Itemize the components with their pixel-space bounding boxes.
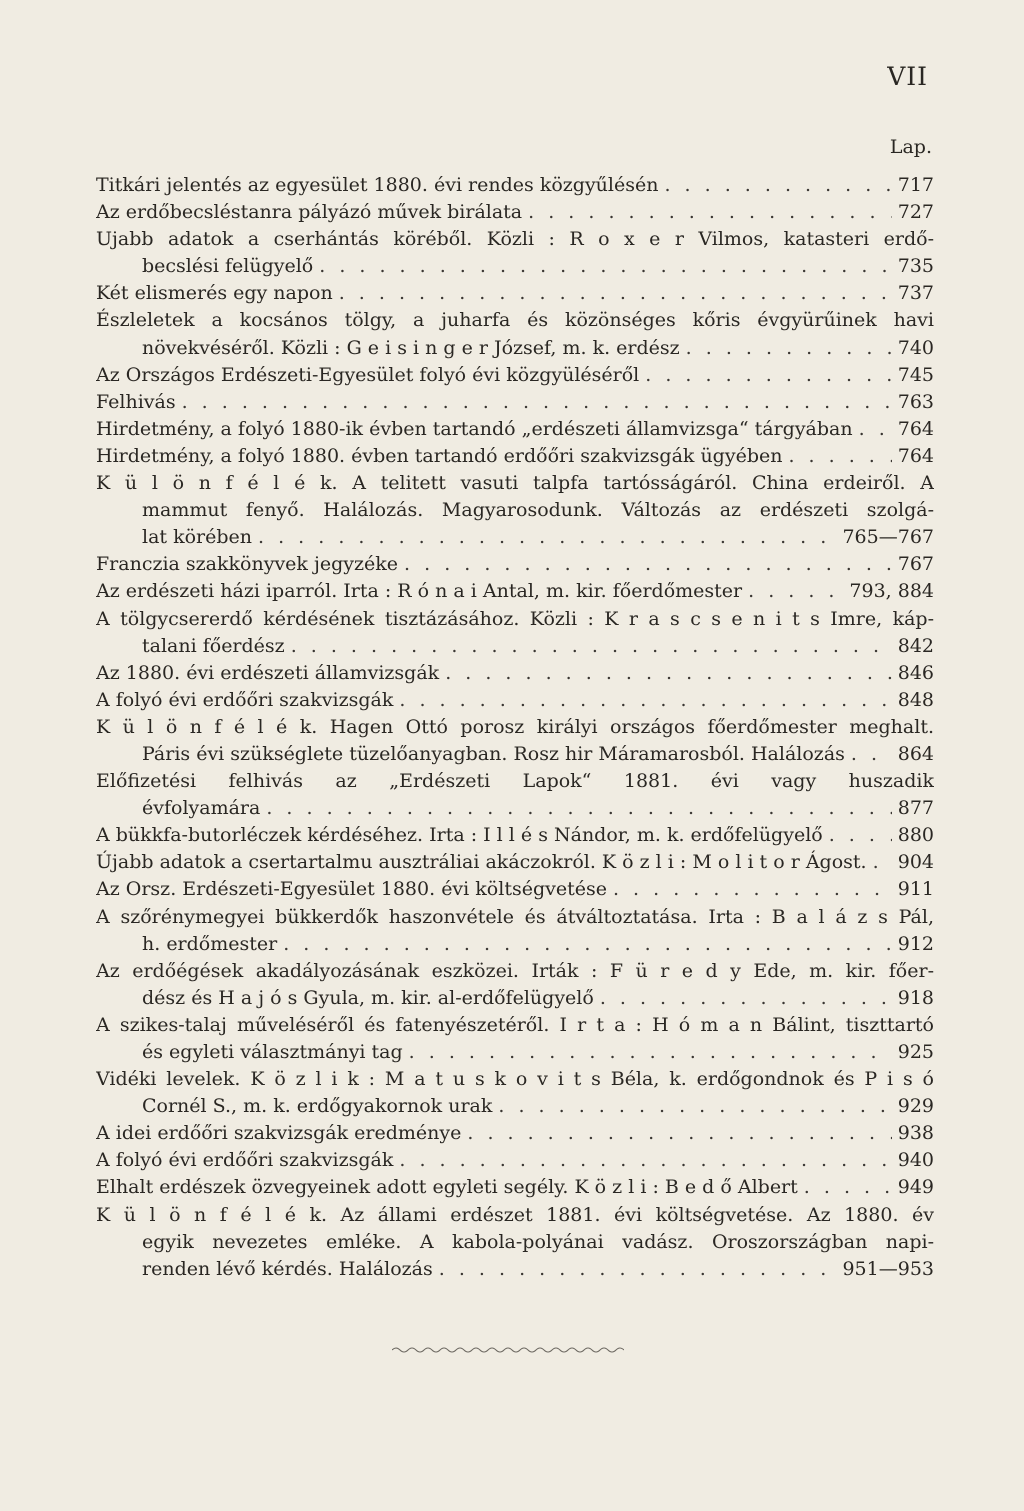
toc-entry (96, 876, 934, 903)
toc-entry-line (96, 199, 934, 226)
toc-entry (96, 768, 934, 822)
dot-leader (266, 795, 891, 822)
toc-entry-page: 938 (897, 1122, 934, 1145)
toc-entry (96, 714, 934, 768)
toc-entry-page: 918 (897, 986, 934, 1009)
toc-entry-line (96, 1147, 934, 1174)
toc-entry-page: 735 (897, 255, 934, 278)
toc-entry-line (96, 606, 934, 633)
table-of-contents (96, 172, 934, 1283)
toc-entry-title: lat körében (142, 526, 253, 549)
dot-leader (182, 389, 892, 416)
toc-entry-page: 745 (897, 363, 934, 386)
toc-entry-title: K ü l ö n f é l é k. Hagen Ottó porosz királyi országos főerdőmester meghalt. (96, 715, 934, 738)
toc-entry (96, 389, 934, 416)
dot-leader (319, 253, 892, 280)
toc-entry-page: 765—767 (842, 526, 934, 549)
toc-entry-title: h. erdőmester (142, 932, 278, 955)
toc-entry-line (96, 335, 934, 362)
toc-entry-page: 763 (897, 390, 934, 413)
toc-entry-title: renden lévő kérdés. Halálozás (142, 1257, 433, 1280)
dot-leader (498, 1093, 891, 1120)
toc-entry-page: 904 (897, 851, 934, 874)
toc-entry-title: Az Országos Erdészeti-Egyesület folyó évi közgyüléséről (96, 363, 640, 386)
toc-entry-page: 848 (897, 688, 934, 711)
toc-entry-line (96, 1256, 934, 1283)
toc-entry-page: 767 (897, 553, 934, 576)
toc-entry (96, 416, 934, 443)
toc-entry-line (96, 307, 934, 334)
toc-entry-line (96, 633, 934, 660)
toc-entry-title: Az erdészeti házi iparról. Irta : R ó n a i Antal, m. kir. főerdőmester (96, 580, 743, 603)
toc-entry-title: Az Orsz. Erdészeti-Egyesület 1880. évi költségvetése (96, 878, 607, 901)
toc-entry-title: A tölgycsererdő kérdésének tisztázásához. Közli : K r a s c s e n i t s Imre, káp- (96, 607, 934, 630)
toc-entry (96, 849, 934, 876)
toc-entry-line (96, 1174, 934, 1201)
dot-leader (339, 280, 892, 307)
toc-entry-title: Vidéki levelek. K ö z l i k : M a t u s k o v i t s Béla, k. erdőgondnok és P i s ó (96, 1068, 934, 1091)
toc-entry-page: 727 (897, 201, 934, 224)
dot-leader (409, 1039, 892, 1066)
dot-leader (804, 1174, 892, 1201)
toc-entry-title: Franczia szakkönyvek jegyzéke (96, 553, 399, 576)
toc-entry-title: Ujabb adatok a cserhántás köréből. Közli : R o x e r Vilmos, katasteri erdő- (96, 228, 934, 251)
toc-entry-title: növekvéséről. Közli : G e i s i n g e r József, m. k. erdész (142, 336, 680, 359)
toc-entry-page: 877 (897, 797, 934, 820)
dot-leader (445, 660, 892, 687)
dot-leader (528, 199, 892, 226)
toc-entry-title: A szikes-talaj műveléséről és fatenyészetéről. I r t a : H ó m a n Bálint, tiszttartó (96, 1013, 934, 1036)
toc-entry (96, 822, 934, 849)
toc-entry (96, 226, 934, 280)
toc-entry-page: 793, 884 (849, 580, 934, 603)
toc-entry-title: K ü l ö n f é l é k. Az állami erdészet 1881. évi költségvetése. Az 1880. év (96, 1203, 934, 1226)
toc-entry-line (96, 389, 934, 416)
toc-entry (96, 443, 934, 470)
toc-entry-title: Az 1880. évi erdészeti államvizsgák (96, 661, 440, 684)
toc-entry-title: Észleletek a kocsános tölgy, a juharfa és közönséges kőris évgyürűinek havi (96, 309, 934, 332)
toc-entry-page: 846 (897, 661, 934, 684)
toc-entry-title: évfolyamára (142, 797, 261, 820)
dot-leader (439, 1256, 837, 1283)
dot-leader (873, 849, 892, 876)
toc-entry (96, 199, 934, 226)
toc-entry (96, 1147, 934, 1174)
dot-leader (748, 578, 843, 605)
toc-entry-page: 949 (897, 1176, 934, 1199)
toc-entry-line (96, 362, 934, 389)
toc-entry-title: Felhivás (96, 390, 176, 413)
toc-entry (96, 307, 934, 361)
toc-entry-title: Hirdetmény, a folyó 1880. évben tartandó erdőőri szakvizsgák ügyében (96, 444, 783, 467)
toc-entry-title: Hirdetmény, a folyó 1880-ik évben tartandó „erdészeti államvizsga“ tárgyában (96, 417, 853, 440)
toc-entry (96, 1066, 934, 1120)
toc-entry-line (96, 470, 934, 497)
toc-entry-line (96, 1039, 934, 1066)
dot-leader (404, 551, 892, 578)
toc-entry-line (96, 416, 934, 443)
toc-entry (96, 660, 934, 687)
toc-entry-page: 940 (897, 1149, 934, 1172)
dot-leader (851, 741, 892, 768)
toc-entry-page: 764 (897, 444, 934, 467)
toc-entry-title: Cornél S., m. k. erdőgyakornok urak (142, 1095, 493, 1118)
toc-entry (96, 1174, 934, 1201)
lap-column-label: Lap. (889, 136, 932, 158)
page-number: VII (887, 62, 928, 91)
toc-entry-title: A idei erdőőri szakvizsgák eredménye (96, 1122, 462, 1145)
toc-entry-line (96, 958, 934, 985)
toc-entry-line (96, 551, 934, 578)
toc-entry-line (96, 172, 934, 199)
toc-entry-line (96, 443, 934, 470)
toc-entry-title: Páris évi szükséglete tüzelőanyagban. Rosz hir Máramarosból. Halálozás (142, 742, 845, 765)
toc-entry-page: 740 (897, 336, 934, 359)
toc-entry-title: egyik nevezetes emléke. A kabola-polyánai vadász. Oroszországban napi- (142, 1230, 934, 1253)
dot-leader (664, 172, 891, 199)
toc-entry-line (96, 687, 934, 714)
toc-entry-line (96, 280, 934, 307)
dot-leader (467, 1120, 891, 1147)
toc-entry-title: mammut fenyő. Halálozás. Magyarosodunk. Változás az erdészeti szolgá- (142, 499, 934, 522)
toc-entry (96, 578, 934, 605)
toc-entry-page: 880 (897, 824, 934, 847)
toc-entry-page: 864 (897, 742, 934, 765)
toc-entry (96, 958, 934, 1012)
toc-entry-line (96, 524, 934, 551)
toc-entry-page: 951—953 (842, 1257, 934, 1280)
toc-entry-page: 912 (897, 932, 934, 955)
toc-entry-page: 925 (897, 1041, 934, 1063)
decorative-rule (392, 1346, 624, 1354)
toc-entry-line (96, 578, 934, 605)
toc-entry (96, 551, 934, 578)
toc-entry-title: A szőrénymegyei bükkerdők haszonvétele és átváltoztatása. Irta : B a l á z s Pál, (96, 905, 934, 928)
toc-entry-title: dész és H a j ó s Gyula, m. kir. al-erdőfelügyelő (142, 986, 594, 1009)
toc-entry (96, 687, 934, 714)
dot-leader (859, 416, 892, 443)
toc-entry-title: Az erdőégések akadályozásának eszközei. Irták : F ü r e d y Ede, m. kir. főer- (96, 959, 934, 982)
dot-leader (788, 443, 891, 470)
toc-entry-title: A folyó évi erdőőri szakvizsgák (96, 1149, 394, 1172)
dot-leader (600, 985, 892, 1012)
dot-leader (829, 822, 892, 849)
dot-leader (283, 931, 892, 958)
toc-entry-page: 842 (897, 634, 934, 657)
dot-leader (399, 687, 891, 714)
toc-entry-line (96, 226, 934, 253)
toc-entry-page: 737 (897, 282, 934, 305)
toc-entry (96, 280, 934, 307)
toc-entry-line (96, 1229, 934, 1256)
toc-entry-page: 764 (897, 417, 934, 440)
dot-leader (686, 335, 892, 362)
toc-entry-line (96, 985, 934, 1012)
toc-entry-line (96, 660, 934, 687)
toc-entry-title: talani főerdész (142, 634, 285, 657)
toc-entry-title: becslési felügyelő (142, 255, 314, 278)
toc-entry-line (96, 822, 934, 849)
toc-entry-line (96, 904, 934, 931)
toc-entry (96, 1012, 934, 1066)
dot-leader (645, 362, 891, 389)
dot-leader (291, 633, 892, 660)
toc-entry (96, 362, 934, 389)
toc-entry-line (96, 253, 934, 280)
toc-entry-line (96, 795, 934, 822)
toc-entry-title: A bükkfa-butorléczek kérdéséhez. Irta : I l l é s Nándor, m. k. erdőfelügyelő (96, 824, 823, 847)
toc-entry (96, 470, 934, 551)
toc-entry-title: Két elismerés egy napon (96, 282, 333, 305)
toc-entry-line (96, 1012, 934, 1039)
toc-entry (96, 1202, 934, 1283)
toc-entry-line (96, 714, 934, 741)
toc-entry-line (96, 1093, 934, 1120)
toc-entry-title: Titkári jelentés az egyesület 1880. évi rendes közgyűlésén (96, 174, 659, 196)
toc-entry (96, 1120, 934, 1147)
toc-entry-title: Újabb adatok a csertartalmu ausztráliai akáczokról. K ö z l i : M o l i t o r Ágost. (96, 851, 867, 874)
toc-entry-line (96, 497, 934, 524)
toc-entry (96, 172, 934, 199)
toc-entry-title: Elhalt erdészek özvegyeinek adott egyleti segély. K ö z l i : B e d ő Albert (96, 1176, 798, 1199)
toc-entry-title: A folyó évi erdőőri szakvizsgák (96, 688, 394, 711)
toc-entry-line (96, 1202, 934, 1229)
toc-entry-title: Előfizetési felhivás az „Erdészeti Lapok“ 1881. évi vagy huszadik (96, 770, 934, 793)
toc-entry-title: és egyleti választmányi tag (142, 1041, 403, 1063)
toc-entry-page: 717 (897, 174, 934, 196)
dot-leader (399, 1147, 891, 1174)
toc-entry-title: K ü l ö n f é l é k. A telitett vasuti talpfa tartósságáról. China erdeiről. A (96, 472, 934, 495)
dot-leader (613, 876, 892, 903)
toc-entry (96, 606, 934, 660)
toc-entry (96, 904, 934, 958)
toc-entry-line (96, 849, 934, 876)
toc-entry-line (96, 768, 934, 795)
toc-entry-page: 911 (897, 878, 934, 901)
toc-entry-line (96, 876, 934, 903)
toc-entry-line (96, 1120, 934, 1147)
toc-entry-line (96, 1066, 934, 1093)
toc-entry-title: Az erdőbecsléstanra pályázó művek birálata (96, 201, 523, 224)
dot-leader (258, 524, 836, 551)
toc-entry-page: 929 (897, 1095, 934, 1118)
toc-entry-line (96, 931, 934, 958)
toc-entry-line (96, 741, 934, 768)
